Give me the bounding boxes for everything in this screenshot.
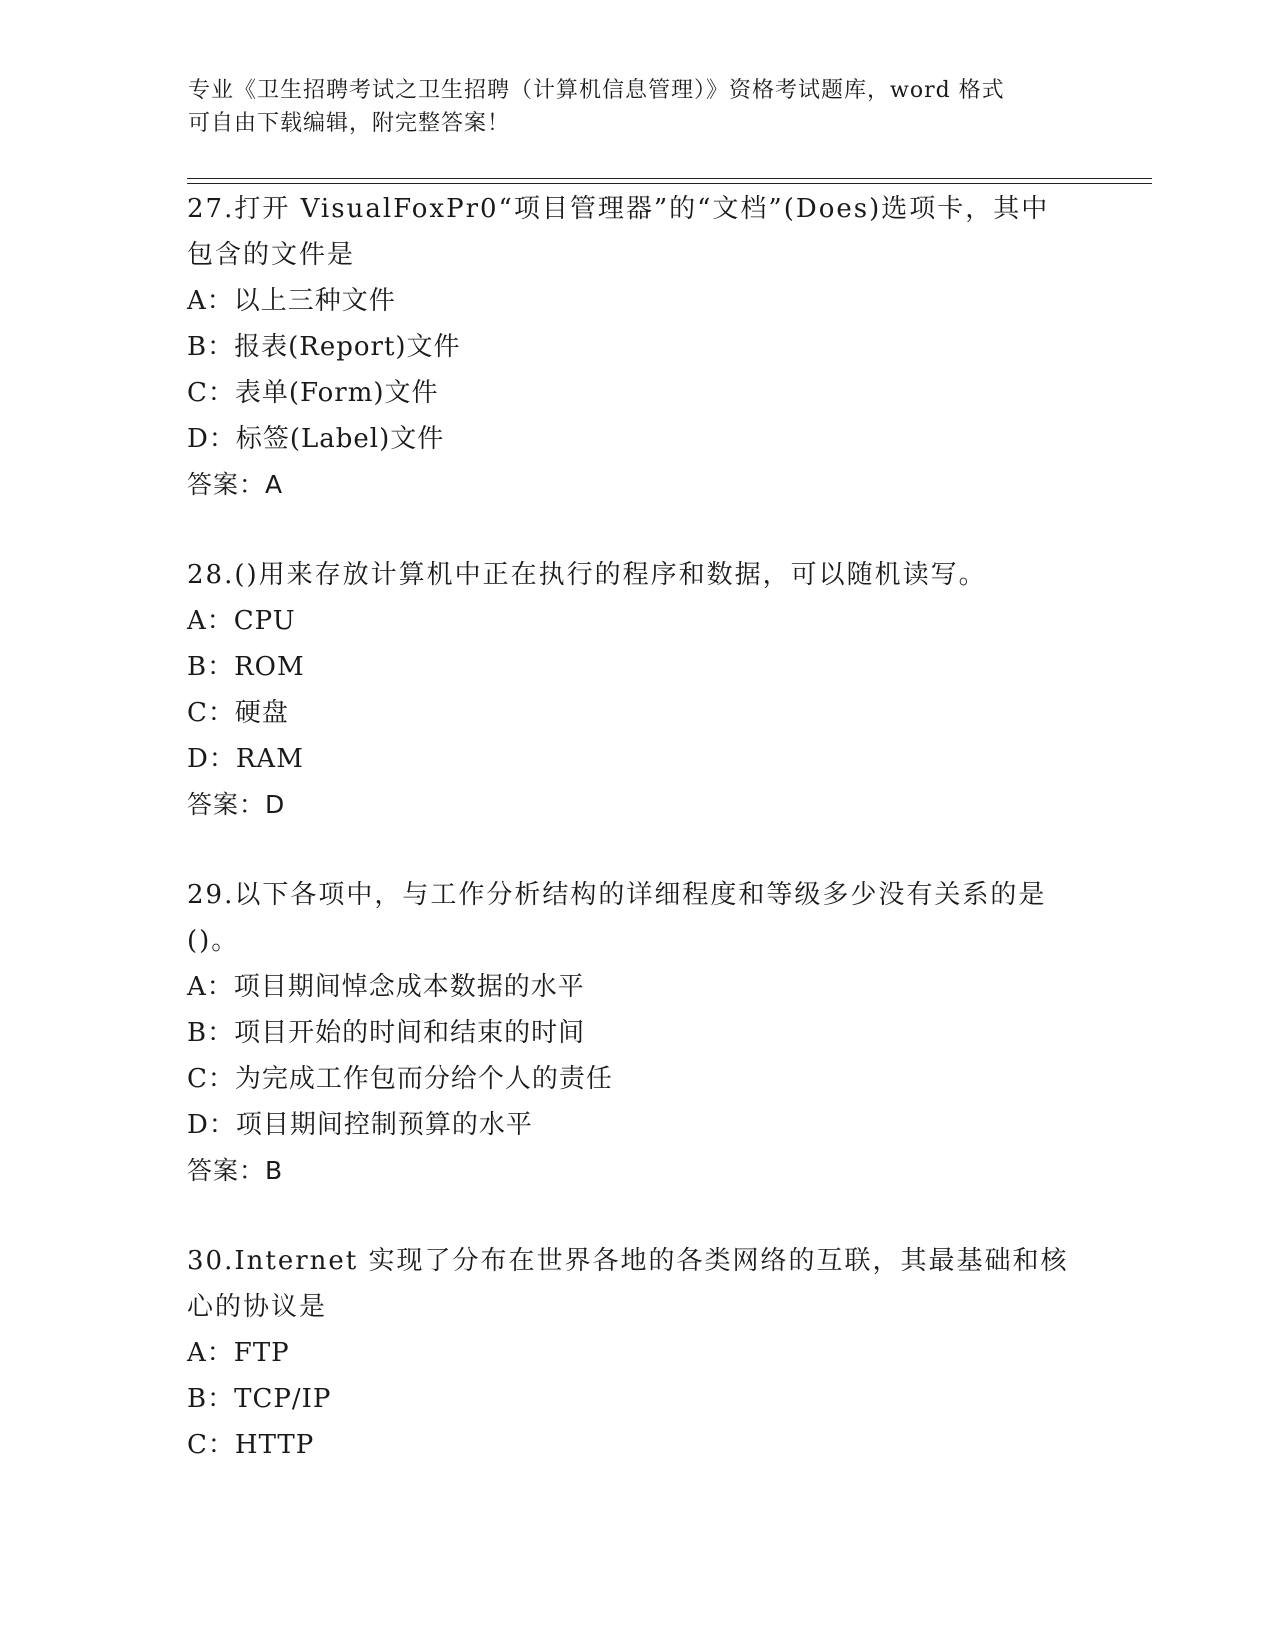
option-b: B：ROM [187,652,305,682]
option-d: D：项目期间控制预算的水平 [187,1110,533,1140]
option-a: A：以上三种文件 [187,286,396,316]
question-text [187,872,1087,964]
answer-label: 答案：D [187,790,286,819]
question-text-line: ()。 [187,926,240,956]
question-text-line: 28.()用来存放计算机中正在执行的程序和数据，可以随机读写。 [187,560,987,590]
question-text-line: 27.打开 VisualFoxPr0“项目管理器”的“文档”(Does)选项卡，其中 [187,194,1050,224]
header-divider-bottom [187,183,1152,184]
question-text [187,186,1087,278]
option-a: A：FTP [187,1338,290,1368]
question-text [187,1238,1087,1330]
option-c: C：表单(Form)文件 [187,378,439,408]
option-c: C：HTTP [187,1430,315,1460]
question-text [187,552,1087,598]
option-b: B：TCP/IP [187,1384,332,1414]
question-text-line: 包含的文件是 [187,240,356,270]
spacer [187,828,1087,872]
question-30 [187,1238,1087,1468]
option-d: D：标签(Label)文件 [187,424,445,454]
answer-label: 答案：B [187,1156,284,1185]
spacer [187,508,1087,552]
option-b: B：项目开始的时间和结束的时间 [187,1018,586,1048]
question-text-line: 29.以下各项中，与工作分析结构的详细程度和等级多少没有关系的是 [187,880,1047,910]
option-b: B：报表(Report)文件 [187,332,461,362]
spacer [187,1194,1087,1238]
question-29 [187,872,1087,1194]
question-text-line: 30.Internet 实现了分布在世界各地的各类网络的互联，其最基础和核 [187,1246,1069,1276]
header-line-2: 可自由下载编辑，附完整答案！ [188,111,511,136]
question-text-line: 心的协议是 [187,1292,328,1322]
option-a: A：CPU [187,606,296,636]
question-list [187,186,1087,1468]
question-28 [187,552,1087,828]
option-c: C：硬盘 [187,698,289,728]
document-header [188,74,1088,140]
header-line-1: 专业《卫生招聘考试之卫生招聘（计算机信息管理）》资格考试题库，word 格式 [188,78,1005,103]
option-d: D：RAM [187,744,304,774]
option-c: C：为完成工作包而分给个人的责任 [187,1064,613,1094]
option-a: A：项目期间悼念成本数据的水平 [187,972,585,1002]
answer-label: 答案：A [187,470,284,499]
header-divider-top [187,178,1152,179]
question-27 [187,186,1087,508]
